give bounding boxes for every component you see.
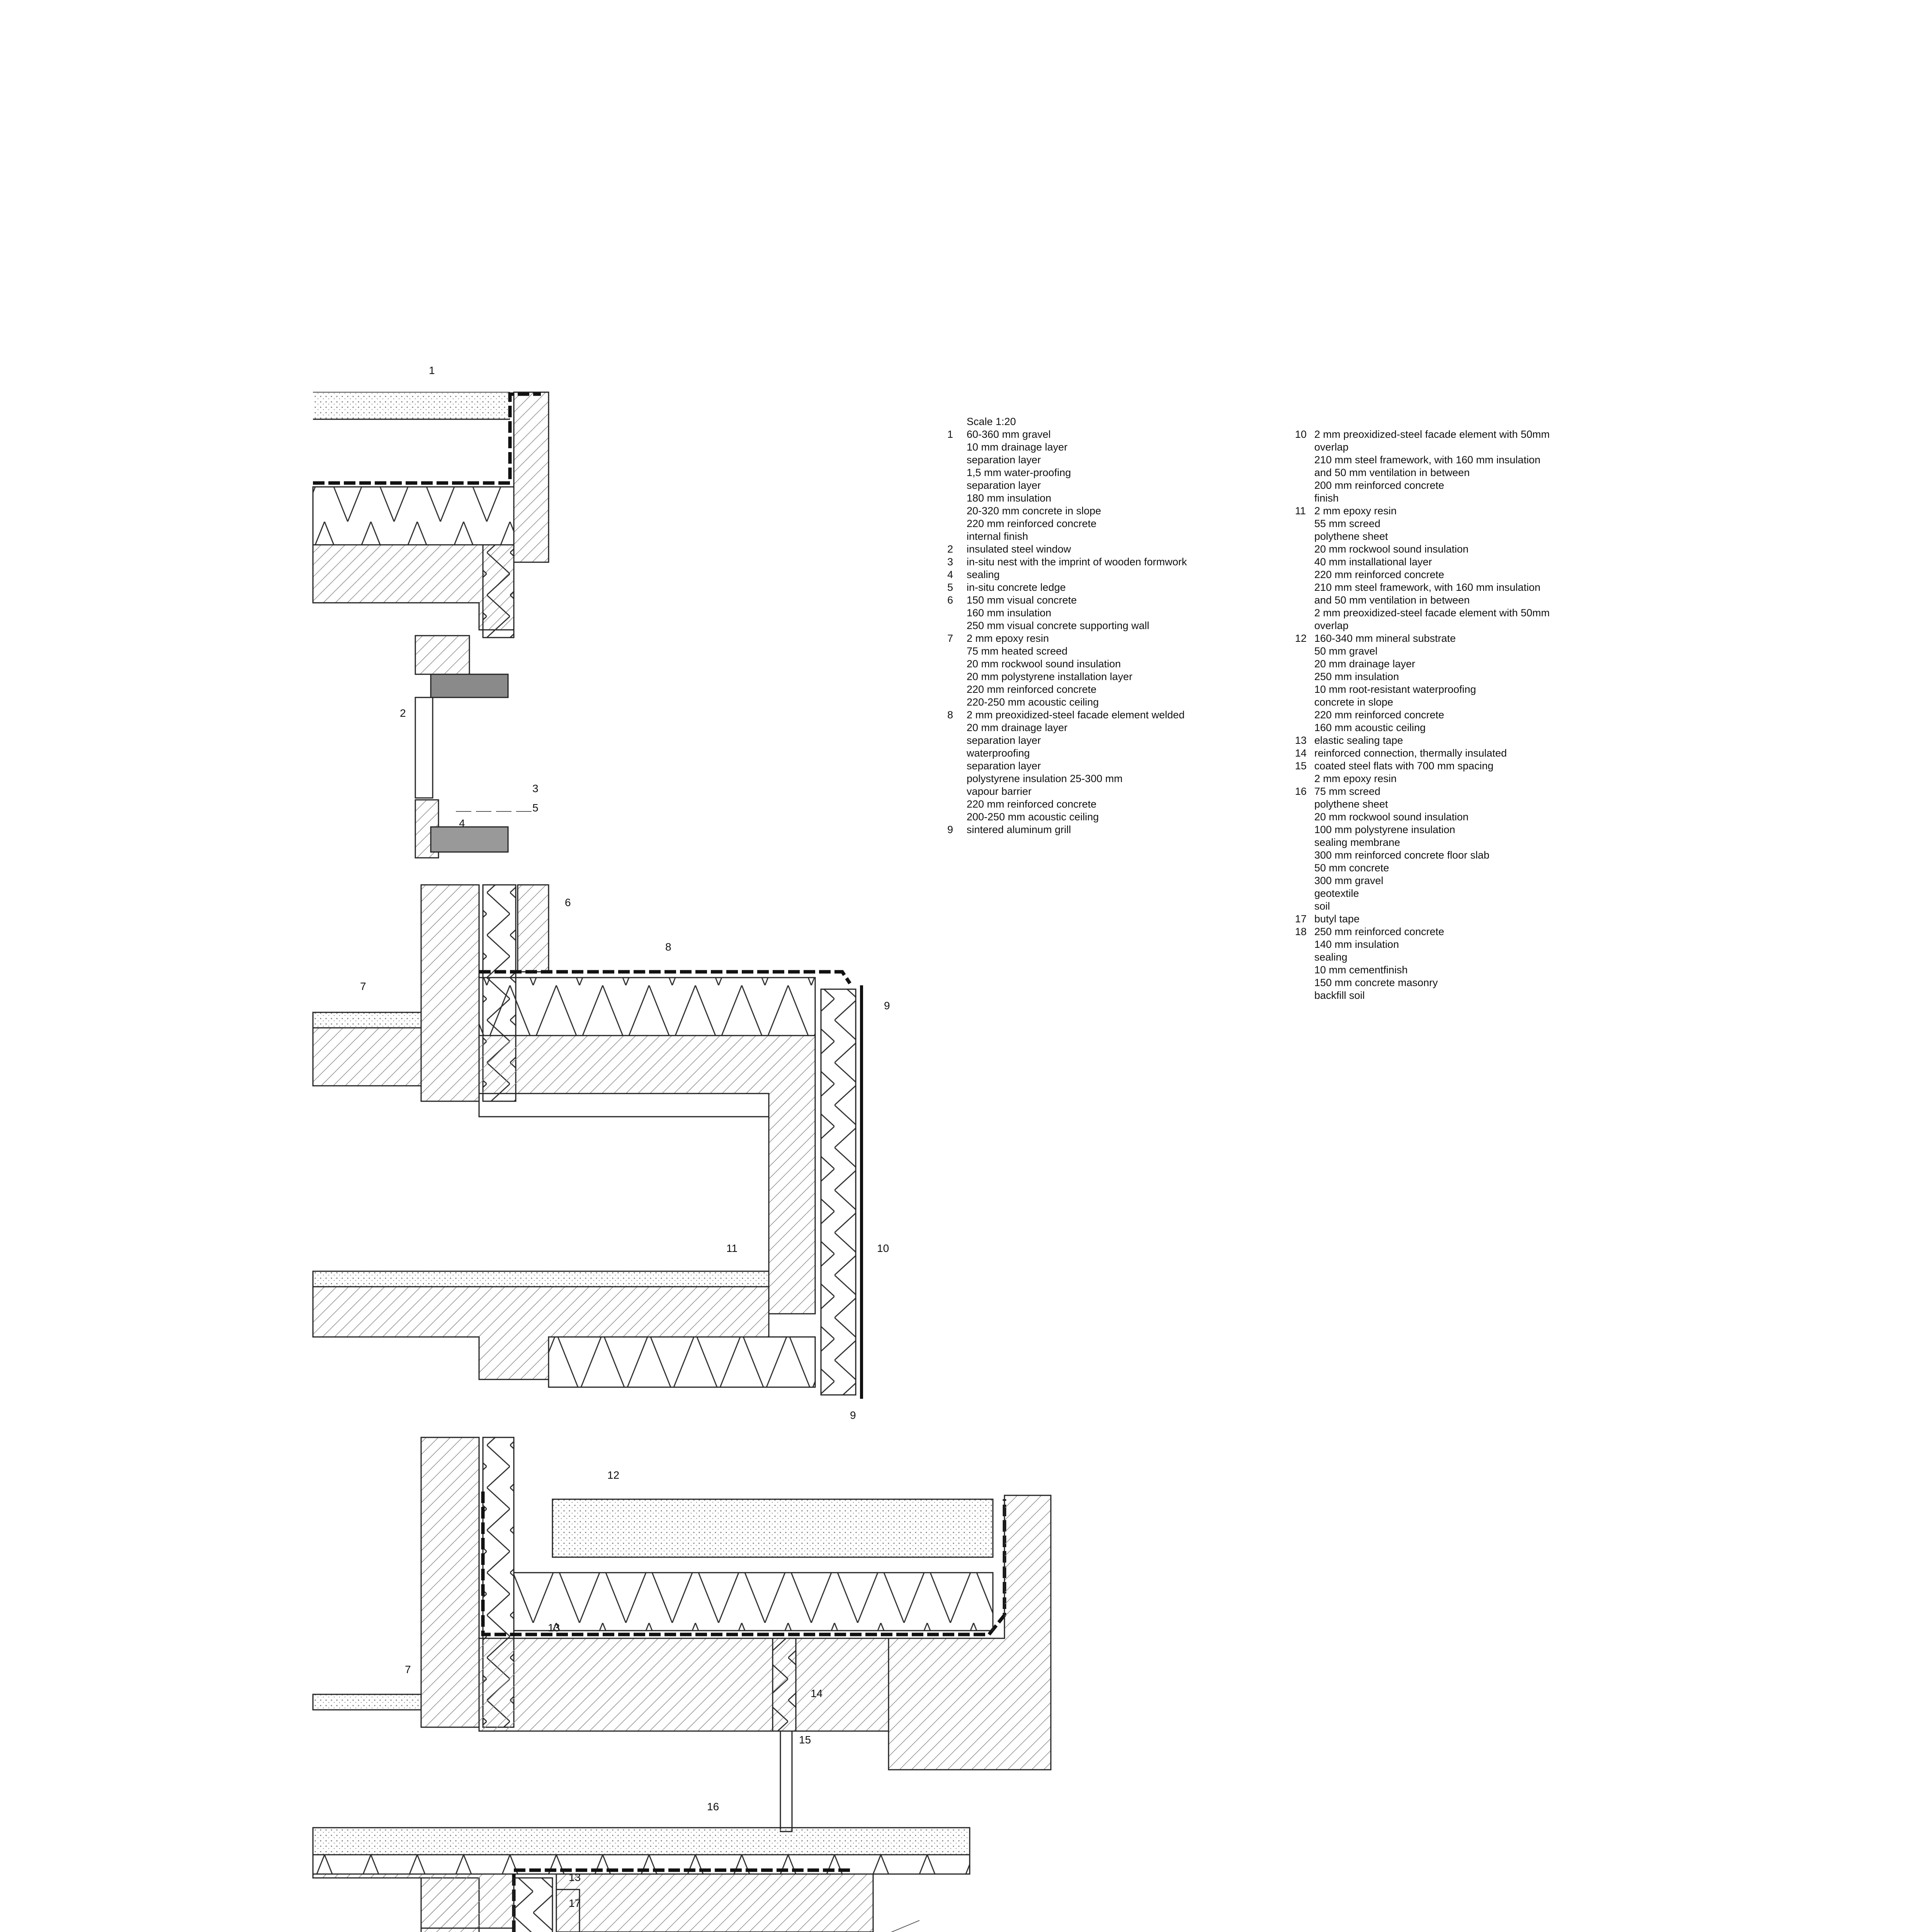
roof-gravel-layer bbox=[313, 392, 510, 419]
callout-16: 16 bbox=[707, 1801, 719, 1813]
legend-item-number: 4 bbox=[947, 569, 953, 580]
callout-2: 2 bbox=[400, 707, 406, 719]
legend-item-text: 220 mm reinforced concrete bbox=[967, 518, 1097, 529]
legend-item-text: geotextile bbox=[1314, 888, 1359, 899]
legend-line bbox=[1295, 951, 1643, 964]
legend-item-text: 220-250 mm acoustic ceiling bbox=[967, 696, 1099, 708]
legend-item-text: 160 mm acoustic ceiling bbox=[1314, 722, 1426, 733]
floor-16-screed bbox=[313, 1828, 970, 1855]
legend-item-number: 7 bbox=[947, 633, 953, 644]
legend-item-text: 10 mm root-resistant waterproofing bbox=[1314, 684, 1476, 695]
legend-line bbox=[1295, 989, 1643, 1002]
callout-5: 5 bbox=[532, 802, 539, 814]
legend-item-text: 100 mm polystyrene insulation bbox=[1314, 824, 1455, 835]
legend-item-text: sealing bbox=[1314, 951, 1348, 963]
callout-15: 15 bbox=[799, 1734, 811, 1746]
legend-item-text: 300 mm reinforced concrete floor slab bbox=[1314, 849, 1490, 861]
legend-line bbox=[1295, 530, 1643, 543]
legend-item-text: 2 mm preoxidized-steel facade element welded bbox=[967, 709, 1185, 721]
legend-line bbox=[947, 556, 1256, 568]
legend-item-text: 160 mm insulation bbox=[967, 607, 1052, 619]
legend-line bbox=[1295, 594, 1643, 607]
legend-line bbox=[1295, 466, 1643, 479]
legend-line bbox=[1295, 811, 1643, 823]
legend-line bbox=[1295, 517, 1643, 530]
legend-item-text: insulated steel window bbox=[967, 543, 1071, 555]
legend-item-text: 20 mm drainage layer bbox=[1314, 658, 1416, 670]
steel-flats bbox=[780, 1731, 792, 1832]
terrace-insulation bbox=[479, 978, 815, 1036]
legend-line bbox=[1295, 645, 1643, 658]
legend-item-text: 1,5 mm water-proofing bbox=[967, 467, 1071, 478]
legend-line bbox=[1295, 607, 1643, 619]
legend-line bbox=[947, 632, 1256, 645]
legend-line bbox=[1295, 492, 1643, 505]
floor-7-screed bbox=[313, 1012, 421, 1028]
callout-10: 10 bbox=[877, 1242, 889, 1254]
legend-item-text: 210 mm steel framework, with 160 mm insulation bbox=[1314, 582, 1541, 593]
legend-item-text: 75 mm heated screed bbox=[967, 645, 1068, 657]
legend-item-text: 50 mm concrete bbox=[1314, 862, 1389, 874]
legend-line bbox=[947, 492, 1256, 505]
legend-left-column bbox=[947, 415, 1256, 836]
legend-line bbox=[947, 607, 1256, 619]
legend-item-number: 2 bbox=[947, 543, 953, 555]
legend-line bbox=[1295, 658, 1643, 670]
ground-floor-terrace-detail bbox=[313, 1437, 1051, 1832]
legend-item-number: 18 bbox=[1295, 926, 1307, 937]
legend-line bbox=[947, 798, 1256, 811]
callout-12: 12 bbox=[607, 1469, 620, 1481]
legend-item-text: 2 mm epoxy resin bbox=[1314, 505, 1397, 517]
legend-item-text: soil bbox=[1314, 900, 1330, 912]
legend-item-text: 150 mm visual concrete bbox=[967, 594, 1077, 606]
legend-line bbox=[1295, 632, 1643, 645]
legend-item-text: 20 mm rockwool sound insulation bbox=[967, 658, 1121, 670]
legend-item-text: 250 mm reinforced concrete bbox=[1314, 926, 1445, 937]
floor-slab-upper bbox=[313, 1028, 421, 1086]
basement-foundation-detail bbox=[313, 1828, 970, 1932]
legend-item-text: 55 mm screed bbox=[1314, 518, 1381, 529]
legend-line bbox=[1295, 441, 1643, 454]
upper-wall-insulation bbox=[483, 545, 514, 638]
callout-11: 11 bbox=[726, 1242, 738, 1254]
visual-concrete-skin bbox=[518, 885, 549, 972]
callout-7-lower: 7 bbox=[405, 1663, 411, 1675]
legend-line bbox=[1295, 976, 1643, 989]
legend-line bbox=[947, 505, 1256, 517]
legend-line bbox=[947, 530, 1256, 543]
legend-item-number: 8 bbox=[947, 709, 953, 721]
legend-item-text: sealing membrane bbox=[1314, 837, 1400, 848]
callout-13-upper: 13 bbox=[548, 1622, 560, 1634]
legend-line bbox=[1295, 964, 1643, 976]
callout-4: 4 bbox=[459, 817, 465, 829]
legend-item-number: 13 bbox=[1295, 735, 1307, 746]
legend-line bbox=[947, 709, 1256, 721]
legend-line bbox=[947, 594, 1256, 607]
legend-item-text: sintered aluminum grill bbox=[967, 824, 1071, 835]
concrete-ledge bbox=[431, 827, 508, 852]
legend-item-text: 40 mm installational layer bbox=[1314, 556, 1432, 568]
window-head bbox=[415, 636, 469, 674]
legend-item-text: in-situ nest with the imprint of wooden formwork bbox=[967, 556, 1187, 568]
legend-line bbox=[1295, 721, 1643, 734]
legend-item-text: 150 mm concrete masonry bbox=[1314, 977, 1438, 988]
basement-floor-slab bbox=[313, 1874, 873, 1932]
legend-line bbox=[947, 619, 1256, 632]
legend-item-text: 160-340 mm mineral substrate bbox=[1314, 633, 1456, 644]
legend-line bbox=[1295, 479, 1643, 492]
legend-line bbox=[1295, 505, 1643, 517]
legend-item-text: 220 mm reinforced concrete bbox=[967, 684, 1097, 695]
legend-item-text: 180 mm insulation bbox=[967, 492, 1052, 504]
legend-line bbox=[947, 772, 1256, 785]
legend-line bbox=[947, 811, 1256, 823]
legend-item-text: 220 mm reinforced concrete bbox=[1314, 709, 1445, 721]
legend-item-text: and 50 mm ventilation in between bbox=[1314, 467, 1470, 478]
legend-line bbox=[1295, 428, 1643, 441]
legend-item-number: 17 bbox=[1295, 913, 1307, 925]
legend-line bbox=[947, 721, 1256, 734]
floor-11-screed bbox=[313, 1271, 769, 1287]
insulated-steel-window bbox=[415, 697, 433, 798]
legend-line bbox=[1295, 785, 1643, 798]
legend-item-text: 300 mm gravel bbox=[1314, 875, 1383, 886]
legend-item-text: polythene sheet bbox=[1314, 798, 1388, 810]
roof-insulation bbox=[313, 487, 514, 545]
planter-substrate bbox=[552, 1499, 993, 1557]
legend-item-text: polystyrene insulation 25-300 mm bbox=[967, 773, 1123, 784]
legend-line bbox=[947, 428, 1256, 441]
legend-item-text: in-situ concrete ledge bbox=[967, 582, 1066, 593]
legend-line bbox=[1295, 874, 1643, 887]
legend-line bbox=[1295, 619, 1643, 632]
callout-9-upper: 9 bbox=[884, 1000, 890, 1012]
facade-steel-framework bbox=[821, 989, 856, 1395]
legend-line bbox=[1295, 836, 1643, 849]
legend-line bbox=[1295, 683, 1643, 696]
legend-line bbox=[947, 466, 1256, 479]
legend-line bbox=[1295, 925, 1643, 938]
legend-line bbox=[1295, 568, 1643, 581]
legend-line bbox=[1295, 581, 1643, 594]
legend-line bbox=[1295, 849, 1643, 862]
legend-line bbox=[1295, 887, 1643, 900]
legend-line bbox=[1295, 556, 1643, 568]
callout-17: 17 bbox=[569, 1897, 581, 1909]
scale-label: Scale 1:20 bbox=[967, 416, 1016, 427]
legend-line bbox=[1295, 938, 1643, 951]
legend-item-number: 5 bbox=[947, 582, 953, 593]
legend-item-text: and 50 mm ventilation in between bbox=[1314, 594, 1470, 606]
callout-13-lower: 13 bbox=[569, 1871, 581, 1883]
legend-item-text: sealing bbox=[967, 569, 1000, 580]
basement-wall-insulation bbox=[514, 1878, 552, 1932]
legend-line bbox=[947, 454, 1256, 466]
legend-line bbox=[1295, 696, 1643, 709]
legend-item-text: 20 mm drainage layer bbox=[967, 722, 1068, 733]
legend-item-text: waterproofing bbox=[967, 747, 1030, 759]
legend-item-text: 20 mm polystyrene installation layer bbox=[967, 671, 1133, 682]
legend-item-text: 220 mm reinforced concrete bbox=[967, 798, 1097, 810]
legend-item-text: 200-250 mm acoustic ceiling bbox=[967, 811, 1099, 823]
legend-line bbox=[947, 696, 1256, 709]
legend-item-number: 12 bbox=[1295, 633, 1307, 644]
legend-item-text: 250 mm visual concrete supporting wall bbox=[967, 620, 1149, 631]
legend-item-text: separation layer bbox=[967, 480, 1041, 491]
upper-floor-facade-detail bbox=[313, 885, 862, 1399]
legend-item-number: 9 bbox=[947, 824, 953, 835]
legend-item-number: 3 bbox=[947, 556, 953, 568]
legend-item-text: 20 mm rockwool sound insulation bbox=[1314, 811, 1469, 823]
legend-item-text: reinforced connection, thermally insulated bbox=[1314, 747, 1507, 759]
parapet-wall bbox=[514, 392, 549, 562]
legend-item-text: elastic sealing tape bbox=[1314, 735, 1403, 746]
legend-right-column bbox=[1295, 428, 1643, 1002]
legend-line bbox=[1295, 798, 1643, 811]
supporting-wall-upper bbox=[421, 885, 479, 1101]
legend-line bbox=[947, 581, 1256, 594]
legend-item-text: concrete in slope bbox=[1314, 696, 1394, 708]
legend-item-text: vapour barrier bbox=[967, 786, 1032, 797]
legend-item-number: 16 bbox=[1295, 786, 1307, 797]
legend-line bbox=[947, 683, 1256, 696]
legend-item-text: 200 mm reinforced concrete bbox=[1314, 480, 1445, 491]
legend-item-number: 1 bbox=[947, 429, 953, 440]
legend-line bbox=[1295, 772, 1643, 785]
callout-14: 14 bbox=[811, 1687, 823, 1699]
legend-line bbox=[1295, 543, 1643, 556]
legend-item-text: finish bbox=[1314, 492, 1339, 504]
legend-item-text: 10 mm cementfinish bbox=[1314, 964, 1408, 976]
legend-line bbox=[1295, 734, 1643, 747]
legend-item-text: 60-360 mm gravel bbox=[967, 429, 1051, 440]
legend-item-number: 14 bbox=[1295, 747, 1307, 759]
legend-item-text: coated steel flats with 700 mm spacing bbox=[1314, 760, 1494, 772]
legend-item-number: 11 bbox=[1295, 505, 1306, 517]
callout-9-lower: 9 bbox=[850, 1409, 856, 1421]
legend-item-text: backfill soil bbox=[1314, 990, 1365, 1001]
legend-item-text: overlap bbox=[1314, 441, 1349, 453]
soffit-insulation bbox=[549, 1337, 815, 1387]
legend-line bbox=[947, 747, 1256, 760]
legend-line bbox=[1295, 823, 1643, 836]
legend-line bbox=[947, 543, 1256, 556]
legend-item-text: 50 mm gravel bbox=[1314, 645, 1378, 657]
supporting-wall-lower bbox=[421, 1437, 479, 1727]
legend-line bbox=[947, 785, 1256, 798]
callout-1: 1 bbox=[429, 364, 435, 376]
window-frame-top bbox=[431, 674, 508, 697]
callout-7-upper: 7 bbox=[360, 980, 366, 992]
legend-item-text: 2 mm preoxidized-steel facade element with 50mm bbox=[1314, 607, 1550, 619]
acoustic-ceiling-upper bbox=[479, 1094, 769, 1117]
legend-item-text: butyl tape bbox=[1314, 913, 1360, 925]
legend-item-text: 2 mm epoxy resin bbox=[1314, 773, 1397, 784]
legend-line bbox=[1295, 670, 1643, 683]
legend-item-text: separation layer bbox=[967, 454, 1041, 466]
floor-7-screed-lower bbox=[313, 1694, 421, 1710]
legend-line bbox=[947, 823, 1256, 836]
legend-item-text: 75 mm screed bbox=[1314, 786, 1381, 797]
thermal-connection bbox=[773, 1638, 796, 1731]
concrete-masonry bbox=[556, 1889, 580, 1932]
legend-item-text: 140 mm insulation bbox=[1314, 939, 1399, 950]
legend-item-text: 2 mm preoxidized-steel facade element with 50mm bbox=[1314, 429, 1550, 440]
callout-6: 6 bbox=[565, 896, 571, 908]
legend-item-text: overlap bbox=[1314, 620, 1349, 631]
legend-line bbox=[1295, 760, 1643, 772]
callout-8: 8 bbox=[665, 941, 671, 953]
legend-item-number: 15 bbox=[1295, 760, 1307, 772]
legend-item-text: internal finish bbox=[967, 531, 1028, 542]
planter-insulation bbox=[514, 1573, 993, 1631]
legend-item-text: 250 mm insulation bbox=[1314, 671, 1399, 682]
roof-parapet-detail bbox=[313, 392, 549, 858]
legend-line bbox=[947, 645, 1256, 658]
legend-item-text: 10 mm drainage layer bbox=[967, 441, 1068, 453]
legend-line bbox=[1295, 454, 1643, 466]
legend-line bbox=[1295, 913, 1643, 925]
legend-item-text: 20-320 mm concrete in slope bbox=[967, 505, 1101, 517]
ground-floor-slab bbox=[479, 1638, 889, 1731]
legend-line bbox=[947, 441, 1256, 454]
legend-item-number: 6 bbox=[947, 594, 953, 606]
legend-line bbox=[947, 568, 1256, 581]
legend-item-number: 10 bbox=[1295, 429, 1307, 440]
legend-item-text: 20 mm rockwool sound insulation bbox=[1314, 543, 1469, 555]
legend-line bbox=[947, 734, 1256, 747]
legend-item-text: 220 mm reinforced concrete bbox=[1314, 569, 1445, 580]
legend-item-text: polythene sheet bbox=[1314, 531, 1388, 542]
legend-line bbox=[947, 760, 1256, 772]
legend-line bbox=[1295, 709, 1643, 721]
legend-item-text: 210 mm steel framework, with 160 mm insulation bbox=[1314, 454, 1541, 466]
callout-3: 3 bbox=[532, 782, 539, 794]
legend-line bbox=[1295, 862, 1643, 874]
legend-line bbox=[1295, 900, 1643, 913]
legend-line bbox=[947, 517, 1256, 530]
legend-line bbox=[947, 670, 1256, 683]
legend-item-text: separation layer bbox=[967, 760, 1041, 772]
legend-line bbox=[947, 658, 1256, 670]
legend-line bbox=[1295, 747, 1643, 760]
legend-line bbox=[947, 479, 1256, 492]
legend-item-text: separation layer bbox=[967, 735, 1041, 746]
legend-item-text: 2 mm epoxy resin bbox=[967, 633, 1049, 644]
